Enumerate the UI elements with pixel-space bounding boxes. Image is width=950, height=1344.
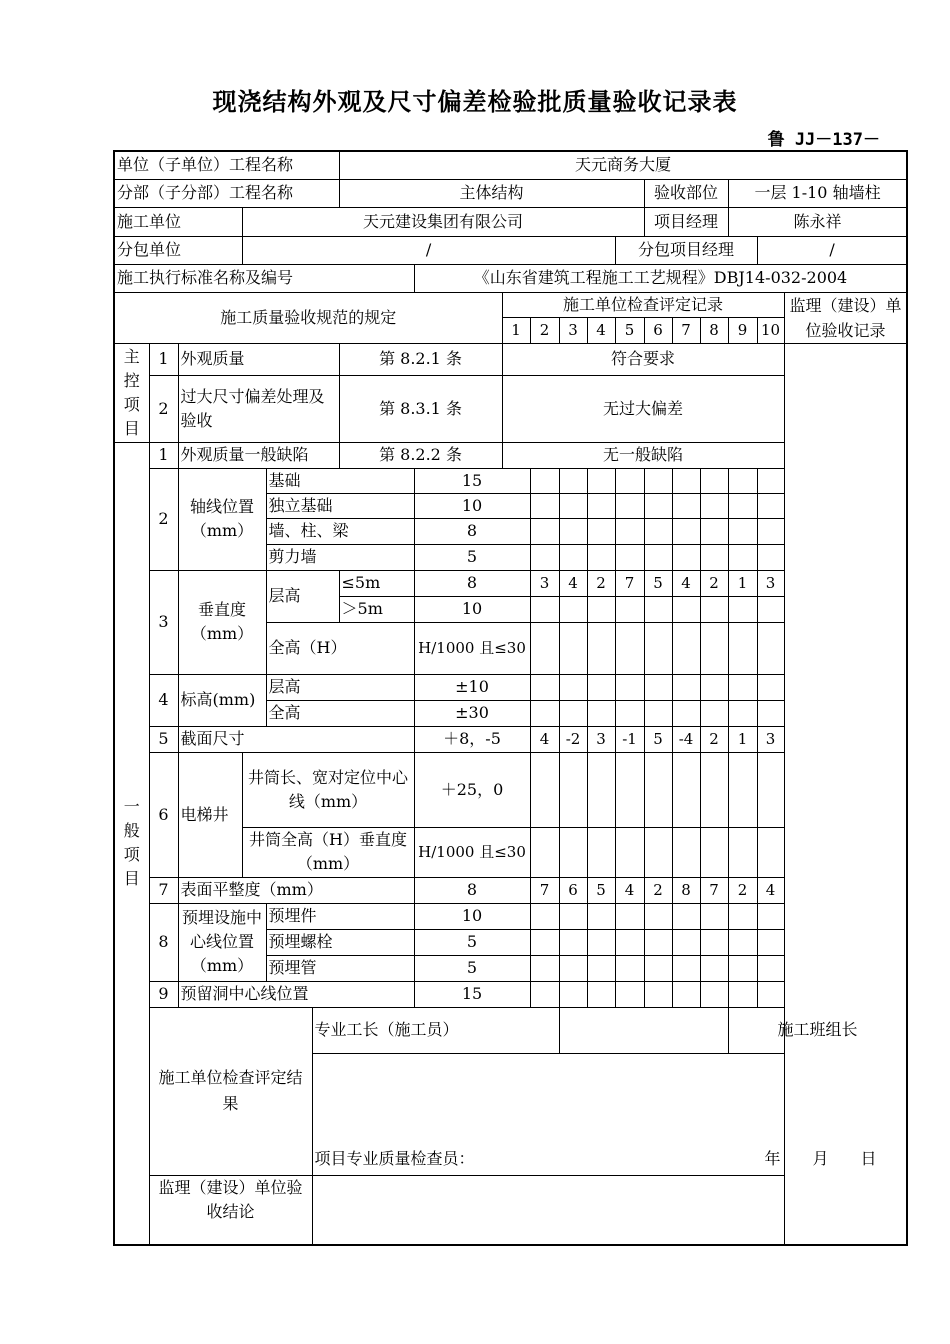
item-name: 轴线位置（mm） xyxy=(178,468,266,570)
header-row-standard xyxy=(114,264,907,292)
project-label: 单位（子单位）工程名称 xyxy=(114,151,339,179)
item-name: 预留洞中心线位置 xyxy=(178,981,414,1007)
num-header: 8 xyxy=(700,318,728,344)
measurement-cell xyxy=(644,903,672,929)
measurement-cell xyxy=(530,493,559,518)
standard-label: 施工执行标准名称及编号 xyxy=(114,264,414,292)
measurement-cell xyxy=(728,752,757,827)
measurement-cell xyxy=(530,752,559,827)
measurement-cell: 7 xyxy=(700,877,728,903)
supervision-header: 监理（建设）单位验收记录 xyxy=(784,292,907,343)
form-title: 现浇结构外观及尺寸偏差检验批质量验收记录表 xyxy=(212,88,738,116)
measurement-cell xyxy=(587,493,615,518)
supervision-conclusion-label: 监理（建设）单位验收结论 xyxy=(149,1175,312,1245)
header-row-project xyxy=(114,151,907,179)
item-clause: 第 8.2.2 条 xyxy=(339,442,502,468)
measurement-cell xyxy=(559,955,587,981)
measurement-cell: 2 xyxy=(728,877,757,903)
measurement-cell xyxy=(615,903,644,929)
tolerance: 8 xyxy=(414,877,530,903)
item-name: 过大尺寸偏差处理及验收 xyxy=(178,375,339,442)
measurement-cell xyxy=(530,674,559,700)
item-result: 无过大偏差 xyxy=(502,375,784,442)
item-no: 9 xyxy=(149,981,178,1007)
num-header: 2 xyxy=(530,318,559,344)
measurement-cell: 3 xyxy=(757,570,784,596)
measurement-cell: 3 xyxy=(587,726,615,752)
measurement-cell xyxy=(757,493,784,518)
inspection-form-table xyxy=(113,150,908,1246)
item-no: 4 xyxy=(149,674,178,726)
header-row-subproject xyxy=(114,179,907,207)
measurement-cell: 3 xyxy=(530,570,559,596)
item-no: 2 xyxy=(149,468,178,570)
supervision-conclusion-cell xyxy=(312,1175,907,1245)
num-header: 7 xyxy=(672,318,700,344)
measurement-cell xyxy=(587,981,615,1007)
manager-label: 项目经理 xyxy=(644,207,728,236)
measurement-cell xyxy=(587,622,615,674)
subcontractor-label: 分包单位 xyxy=(114,236,242,264)
sub-item: 墙、柱、梁 xyxy=(266,518,414,544)
measurement-cell xyxy=(615,493,644,518)
measurement-cell xyxy=(559,674,587,700)
date-label: 年 月 日 xyxy=(764,1148,877,1168)
measurement-cell xyxy=(530,903,559,929)
measurement-cell xyxy=(587,903,615,929)
measurement-cell xyxy=(700,903,728,929)
num-header: 5 xyxy=(615,318,644,344)
measurement-cell xyxy=(672,518,700,544)
measurement-cell xyxy=(644,596,672,622)
measurement-cell xyxy=(757,981,784,1007)
measurement-cell xyxy=(757,544,784,570)
measurement-cell: 5 xyxy=(644,726,672,752)
measurement-cell xyxy=(672,596,700,622)
tolerance: 10 xyxy=(414,493,530,518)
measurement-cell xyxy=(757,674,784,700)
measurement-cell xyxy=(615,981,644,1007)
measurement-cell xyxy=(757,955,784,981)
item-no: 3 xyxy=(149,570,178,674)
measurement-cell xyxy=(757,929,784,955)
tolerance: ＋25，0 xyxy=(414,752,530,827)
sub-item: 层高 xyxy=(266,674,414,700)
measurement-cell xyxy=(672,622,700,674)
item-no: 7 xyxy=(149,877,178,903)
item-no: 6 xyxy=(149,752,178,877)
tolerance: ±30 xyxy=(414,700,530,726)
sub-item: 独立基础 xyxy=(266,493,414,518)
item-no: 2 xyxy=(149,375,178,442)
measurement-cell xyxy=(530,622,559,674)
measurement-cell xyxy=(559,981,587,1007)
measurement-cell xyxy=(672,493,700,518)
measurement-cell xyxy=(644,468,672,493)
column-header-row xyxy=(114,292,907,318)
measurement-cell xyxy=(530,955,559,981)
sub-manager-value: / xyxy=(757,236,907,264)
inspector-label: 项目专业质量检查员： xyxy=(314,1148,475,1168)
measurement-cell xyxy=(644,544,672,570)
measurement-cell: 5 xyxy=(644,570,672,596)
measurement-cell: -2 xyxy=(559,726,587,752)
measurement-cell xyxy=(728,493,757,518)
sub-item: 预埋管 xyxy=(266,955,414,981)
measurement-cell xyxy=(700,544,728,570)
measurement-cell: -4 xyxy=(672,726,700,752)
floor-label: 层高 xyxy=(266,570,339,622)
measurement-cell xyxy=(700,752,728,827)
measurement-cell: 4 xyxy=(530,726,559,752)
measurement-cell xyxy=(672,674,700,700)
worker-label: 专业工长（施工员） xyxy=(312,1007,559,1053)
sub-item: 预埋螺栓 xyxy=(266,929,414,955)
measurement-cell xyxy=(559,544,587,570)
item-no: 1 xyxy=(149,343,178,375)
measurement-cell: 3 xyxy=(757,726,784,752)
builder-value: 天元建设集团有限公司 xyxy=(242,207,644,236)
measurement-cell xyxy=(700,468,728,493)
measurement-cell xyxy=(700,700,728,726)
measurement-cell xyxy=(672,929,700,955)
header-row-subcontractor xyxy=(114,236,907,264)
item-name: 电梯井 xyxy=(178,752,242,877)
num-header: 6 xyxy=(644,318,672,344)
measurement-cell xyxy=(530,518,559,544)
tolerance: 15 xyxy=(414,468,530,493)
tolerance: H/1000 且≤30 xyxy=(414,827,530,877)
measurement-cell xyxy=(644,752,672,827)
measurement-cell xyxy=(757,752,784,827)
measurement-cell xyxy=(587,752,615,827)
measurement-cell xyxy=(644,493,672,518)
measurement-cell xyxy=(615,468,644,493)
sub-item: ≤5m xyxy=(339,570,414,596)
measurement-cell xyxy=(728,622,757,674)
measurement-cell xyxy=(530,468,559,493)
spec-header: 施工质量验收规范的规定 xyxy=(114,292,502,343)
measurement-cell: 1 xyxy=(728,726,757,752)
measurement-cell xyxy=(757,468,784,493)
main-control-label: 主控项目 xyxy=(114,343,149,442)
measurement-cell: -1 xyxy=(615,726,644,752)
item-clause: 第 8.2.1 条 xyxy=(339,343,502,375)
measurement-cell xyxy=(700,955,728,981)
measurement-cell xyxy=(672,903,700,929)
measurement-cell xyxy=(530,827,559,877)
measurement-cell xyxy=(644,955,672,981)
measurement-cell xyxy=(615,622,644,674)
measurement-cell xyxy=(559,518,587,544)
sub-item: 井筒长、宽对定位中心线（mm） xyxy=(242,752,414,827)
measurement-cell xyxy=(587,827,615,877)
measurement-cell xyxy=(644,622,672,674)
measurement-cell xyxy=(587,544,615,570)
num-header: 1 xyxy=(502,318,530,344)
footer-supervision-row xyxy=(114,1175,907,1245)
measurement-cell xyxy=(615,752,644,827)
item-name: 表面平整度（mm） xyxy=(178,877,414,903)
project-value: 天元商务大厦 xyxy=(339,151,907,179)
measurement-cell: 7 xyxy=(615,570,644,596)
item-clause: 第 8.3.1 条 xyxy=(339,375,502,442)
tolerance: 5 xyxy=(414,544,530,570)
measurement-cell: 6 xyxy=(559,877,587,903)
num-header: 10 xyxy=(757,318,784,344)
sub-item: 基础 xyxy=(266,468,414,493)
measurement-cell xyxy=(644,674,672,700)
tolerance: 5 xyxy=(414,955,530,981)
measurement-cell xyxy=(728,468,757,493)
measurement-cell xyxy=(672,981,700,1007)
item-name: 外观质量一般缺陷 xyxy=(178,442,339,468)
tolerance: 10 xyxy=(414,596,530,622)
item-name: 标高(mm) xyxy=(178,674,266,726)
num-header: 4 xyxy=(587,318,615,344)
measurement-cell xyxy=(728,929,757,955)
item-name: 截面尺寸 xyxy=(178,726,414,752)
measurement-cell xyxy=(757,903,784,929)
measurement-cell xyxy=(672,468,700,493)
measurement-cell xyxy=(757,827,784,877)
standard-value: 《山东省建筑工程施工工艺规程》DBJ14-032-2004 xyxy=(414,264,907,292)
main-item-1 xyxy=(114,343,907,375)
subproject-value: 主体结构 xyxy=(339,179,644,207)
measurement-cell xyxy=(728,903,757,929)
measurement-cell xyxy=(530,700,559,726)
measurement-cell xyxy=(644,700,672,726)
measurement-cell xyxy=(615,827,644,877)
measurement-cell xyxy=(728,596,757,622)
sub-item: 井筒全高（H）垂直度（mm） xyxy=(242,827,414,877)
measurement-cell xyxy=(644,929,672,955)
measurement-cell xyxy=(559,827,587,877)
tolerance: 8 xyxy=(414,518,530,544)
measurement-cell xyxy=(644,827,672,877)
measurement-cell xyxy=(700,493,728,518)
measurement-cell: 2 xyxy=(700,570,728,596)
measurement-cell: 4 xyxy=(615,877,644,903)
num-header: 3 xyxy=(559,318,587,344)
measurement-cell xyxy=(672,827,700,877)
tolerance: 15 xyxy=(414,981,530,1007)
check-header: 施工单位检查评定记录 xyxy=(502,292,784,318)
measurement-cell: 7 xyxy=(530,877,559,903)
measurement-cell xyxy=(615,674,644,700)
measurement-cell: 8 xyxy=(672,877,700,903)
measurement-cell xyxy=(757,700,784,726)
item-name: 预埋设施中心线位置（mm） xyxy=(178,903,266,981)
form-code: 鲁 JJ－137－ xyxy=(767,130,880,150)
sub-item: 全高（H） xyxy=(266,622,414,674)
measurement-cell: 5 xyxy=(587,877,615,903)
measurement-cell xyxy=(672,700,700,726)
measurement-cell xyxy=(672,955,700,981)
num-header: 9 xyxy=(728,318,757,344)
manager-value: 陈永祥 xyxy=(728,207,907,236)
subcontractor-value: / xyxy=(242,236,615,264)
tolerance: 5 xyxy=(414,929,530,955)
sub-item: 预埋件 xyxy=(266,903,414,929)
measurement-cell xyxy=(559,493,587,518)
measurement-cell xyxy=(644,518,672,544)
measurement-cell xyxy=(615,955,644,981)
measurement-cell xyxy=(728,955,757,981)
measurement-cell xyxy=(559,752,587,827)
builder-result-cell xyxy=(312,1053,907,1175)
measurement-cell xyxy=(757,518,784,544)
measurement-cell xyxy=(728,827,757,877)
item-no: 1 xyxy=(149,442,178,468)
measurement-cell xyxy=(530,929,559,955)
tolerance: H/1000 且≤30 xyxy=(414,622,530,674)
measurement-cell xyxy=(672,544,700,570)
measurement-cell xyxy=(530,544,559,570)
measurement-cell xyxy=(728,700,757,726)
item-name: 外观质量 xyxy=(178,343,339,375)
measurement-cell: 1 xyxy=(728,570,757,596)
measurement-cell xyxy=(757,622,784,674)
measurement-cell: 2 xyxy=(644,877,672,903)
footer-signature-row xyxy=(114,1007,907,1053)
tolerance: ＋8，-5 xyxy=(414,726,530,752)
measurement-cell: 2 xyxy=(587,570,615,596)
measurement-cell xyxy=(615,596,644,622)
part-label: 验收部位 xyxy=(644,179,728,207)
measurement-cell xyxy=(728,518,757,544)
measurement-cell xyxy=(615,700,644,726)
measurement-cell xyxy=(587,468,615,493)
item-no: 5 xyxy=(149,726,178,752)
general-label: 一般项目 xyxy=(114,442,149,1245)
measurement-cell xyxy=(530,596,559,622)
measurement-cell xyxy=(615,544,644,570)
measurement-cell: 4 xyxy=(757,877,784,903)
measurement-cell xyxy=(672,752,700,827)
measurement-cell xyxy=(530,981,559,1007)
measurement-cell xyxy=(700,827,728,877)
measurement-cell xyxy=(587,518,615,544)
measurement-cell: 4 xyxy=(672,570,700,596)
measurement-cell xyxy=(587,596,615,622)
item-result: 无一般缺陷 xyxy=(502,442,784,468)
measurement-cell xyxy=(559,596,587,622)
sub-item: 剪力墙 xyxy=(266,544,414,570)
item-no: 8 xyxy=(149,903,178,981)
measurement-cell xyxy=(728,981,757,1007)
worker-signature xyxy=(559,1007,728,1053)
tolerance: ±10 xyxy=(414,674,530,700)
measurement-cell xyxy=(615,929,644,955)
header-row-builder xyxy=(114,207,907,236)
part-value: 一层 1-10 轴墙柱 xyxy=(728,179,907,207)
measurement-cell xyxy=(559,700,587,726)
measurement-cell xyxy=(700,929,728,955)
measurement-cell xyxy=(728,674,757,700)
tolerance: 8 xyxy=(414,570,530,596)
measurement-cell xyxy=(757,596,784,622)
measurement-cell xyxy=(728,544,757,570)
measurement-cell: 2 xyxy=(700,726,728,752)
team-leader-label: 施工班组长 xyxy=(728,1007,907,1053)
measurement-cell xyxy=(700,674,728,700)
sub-item: ＞5m xyxy=(339,596,414,622)
measurement-cell xyxy=(615,518,644,544)
measurement-cell: 4 xyxy=(559,570,587,596)
measurement-cell xyxy=(700,596,728,622)
measurement-cell xyxy=(559,468,587,493)
measurement-cell xyxy=(587,674,615,700)
measurement-cell xyxy=(587,700,615,726)
measurement-cell xyxy=(700,518,728,544)
item-result: 符合要求 xyxy=(502,343,784,375)
measurement-cell xyxy=(587,955,615,981)
subproject-label: 分部（子分部）工程名称 xyxy=(114,179,339,207)
tolerance: 10 xyxy=(414,903,530,929)
builder-result-label: 施工单位检查评定结果 xyxy=(149,1007,312,1175)
measurement-cell xyxy=(700,622,728,674)
item-name: 垂直度（mm） xyxy=(178,570,266,674)
measurement-cell xyxy=(587,929,615,955)
sub-item: 全高 xyxy=(266,700,414,726)
sub-manager-label: 分包项目经理 xyxy=(615,236,757,264)
measurement-cell xyxy=(559,929,587,955)
builder-label: 施工单位 xyxy=(114,207,242,236)
measurement-cell xyxy=(559,903,587,929)
measurement-cell xyxy=(700,981,728,1007)
measurement-cell xyxy=(559,622,587,674)
measurement-cell xyxy=(644,981,672,1007)
